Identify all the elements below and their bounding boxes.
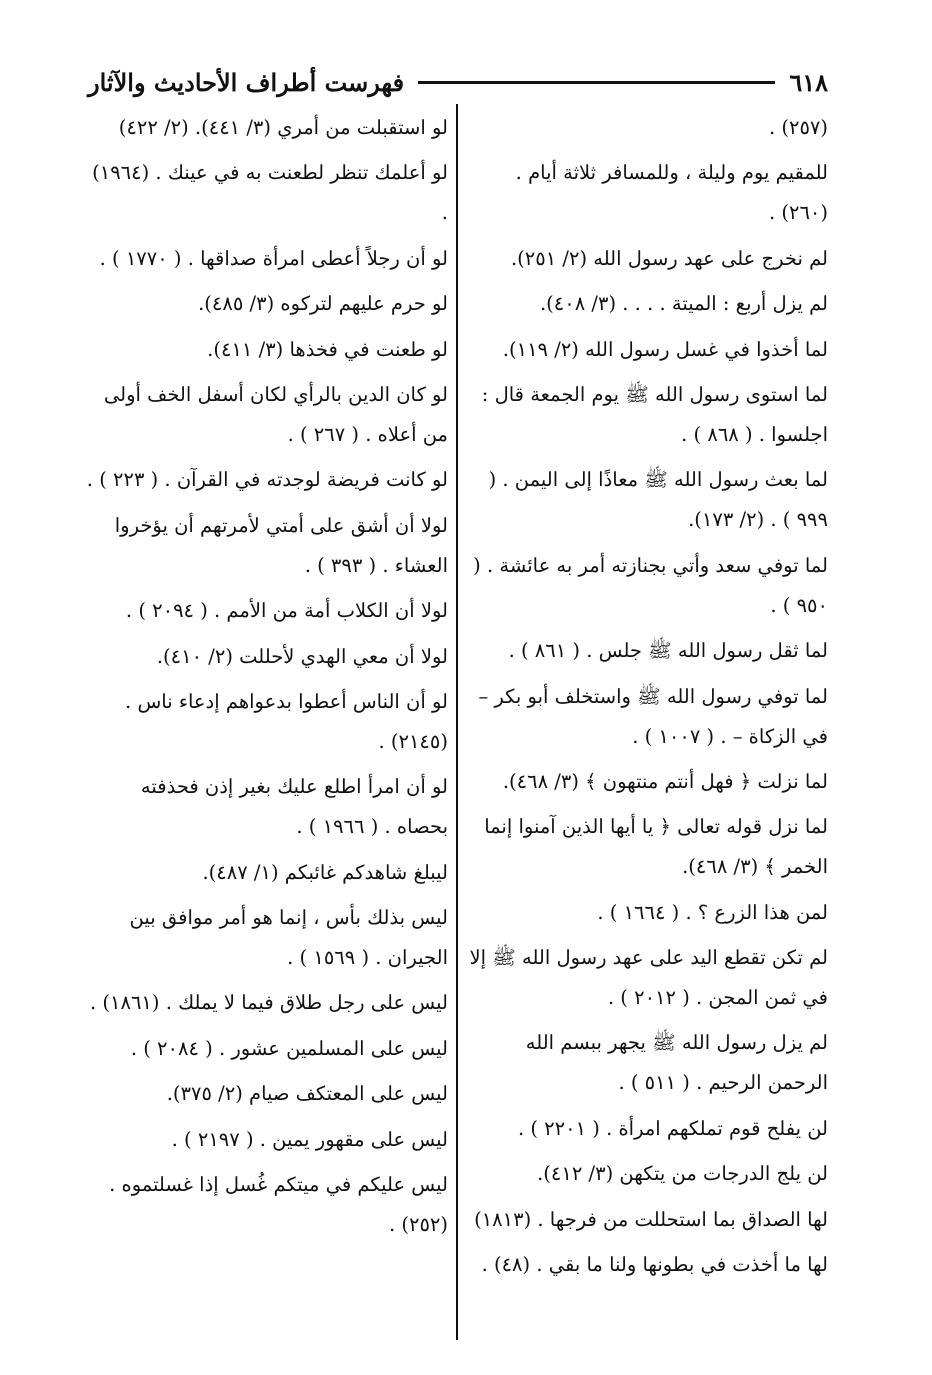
index-entry: ليس على المعتكف صيام (٢/ ٣٧٥). <box>166 1082 448 1106</box>
index-entry: لو طعنت في فخذها (٣/ ٤١١). <box>207 337 448 361</box>
column-divider <box>456 104 458 1340</box>
index-entry: ليبلغ شاهدكم غائبكم (١/ ٤٨٧). <box>202 860 448 884</box>
index-entry: ليس على رجل طلاق فيما لا يملك . (١٨٦١) . <box>89 991 448 1015</box>
index-entry: ليس على المسلمين عشور . ( ٢٠٨٤ ) . <box>130 1036 448 1060</box>
index-entry: لو كانت فريضة لوجدته في القرآن . ( ٢٢٣ ) . <box>86 468 448 492</box>
index-entry: لما ثقل رسول الله ﷺ جلس . ( ٨٦١ ) . <box>508 639 828 663</box>
index-entry: للمقيم يوم وليلة ، وللمسافر ثلاثة أيام . (٢٦٠) . <box>515 161 828 225</box>
page-title: فهرست أطراف الأحاديث والآثار <box>88 67 405 97</box>
index-entry: لمن هذا الزرع ؟ . ( ١٦٦٤ ) . <box>597 900 828 924</box>
index-entry: لو كان الدين بالرأي لكان أسفل الخف أولى من أعلاه . ( ٢٦٧ ) . <box>103 382 448 446</box>
index-entry: لم نخرج على عهد رسول الله (٢/ ٢٥١). <box>510 246 828 270</box>
page-number: ٦١٨ <box>789 67 828 97</box>
index-entry: لما نزل قوله تعالى ﴿ يا أيها الذين آمنوا إنما الخمر ﴾ (٣/ ٤٦٨). <box>484 815 828 879</box>
index-entry: لن يفلح قوم تملكهم امرأة . ( ٢٢٠١ ) . <box>517 1116 828 1140</box>
index-entry: (٢٥٧) . <box>768 116 828 139</box>
header-rule <box>418 81 775 84</box>
index-entry: ليس بذلك بأس ، إنما هو أمر موافق بين الجيران . ( ١٥٦٩ ) . <box>129 906 448 970</box>
index-entry: لها ما أخذت في بطونها ولنا ما بقي . (٤٨) . <box>481 1253 828 1277</box>
index-entry: لم يزل أربع : الميتة . . . . (٣/ ٤٠٨). <box>539 292 828 316</box>
index-entry: لو أعلمك تنظر لطعنت به في عينك . (١٩٦٤) . <box>92 161 448 225</box>
left-column <box>86 108 448 1250</box>
index-entry: لو أن امرأ اطلع عليك بغير إذن فحذفته بحصاه . ( ١٩٦٦ ) . <box>140 775 448 839</box>
right-column <box>466 108 828 1290</box>
index-entry: لما أخذوا في غسل رسول الله (٢/ ١١٩). <box>502 337 828 361</box>
index-entry: لولا أن الكلاب أمة من الأمم . ( ٢٠٩٤ ) . <box>125 599 448 623</box>
index-entry: لن يلج الدرجات من يتكهن (٣/ ٤١٢). <box>537 1162 828 1186</box>
page-header <box>88 62 828 102</box>
index-entry: لما بعث رسول الله ﷺ معاذًا إلى اليمن . ( ٩٩٩ ) . (٢/ ١٧٣). <box>488 468 828 532</box>
index-entry: لو حرم عليهم لتركوه (٣/ ٤٨٥). <box>198 292 448 316</box>
index-entry: لما استوى رسول الله ﷺ يوم الجمعة قال : اجلسوا . ( ٨٦٨ ) . <box>481 382 828 446</box>
index-entry: لما نزلت ﴿ فهل أنتم منتهون ﴾ (٣/ ٤٦٨). <box>502 769 828 793</box>
index-entry: ليس على مقهور يمين . ( ٢١٩٧ ) . <box>171 1127 448 1151</box>
index-entry: لم تكن تقطع اليد على عهد رسول الله ﷺ إلا في ثمن المجن . ( ٢٠١٢ ) . <box>469 946 828 1010</box>
index-entry: لولا أن معي الهدي لأحللت (٢/ ٤١٠). <box>156 644 448 668</box>
index-entry: لما توفي سعد وأتي بجنازته أمر به عائشة . ( ٩٥٠ ) . <box>473 553 828 617</box>
index-entry: لولا أن أشق على أمتي لأمرتهم أن يؤخروا العشاء . ( ٣٩٣ ) . <box>114 513 448 577</box>
index-entry: لو أن رجلاً أعطى امرأة صداقها . ( ١٧٧٠ ) . <box>99 246 448 270</box>
index-entry: لها الصداق بما استحللت من فرجها . (١٨١٣) <box>474 1207 828 1231</box>
index-entry: لو استقبلت من أمري (٣/ ٤٤١). (٢/ ٤٢٢) <box>118 116 448 139</box>
index-entry: لو أن الناس أعطوا بدعواهم إدعاء ناس . (٢١٤٥) . <box>125 689 448 753</box>
index-entry: لما توفي رسول الله ﷺ واستخلف أبو بكر – في الزكاة – . ( ١٠٠٧ ) . <box>478 684 828 748</box>
index-entry: ليس عليكم في ميتكم غُسل إذا غسلتموه . (٢٥٢) . <box>109 1173 448 1237</box>
index-entry: لم يزل رسول الله ﷺ يجهر ببسم الله الرحمن الرحيم . ( ٥١١ ) . <box>525 1031 828 1095</box>
